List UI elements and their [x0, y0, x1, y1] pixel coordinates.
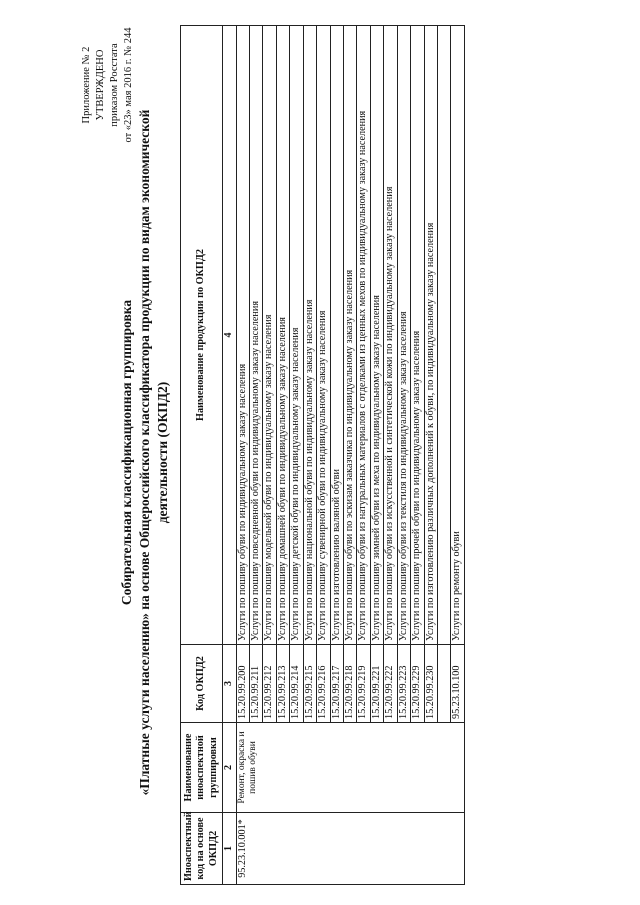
header-okpd2-code: Код ОКПД2	[181, 645, 223, 723]
product-name-cell: Услуги по ремонту обуви	[451, 26, 464, 645]
title-line-3: деятельности (ОКПД2)	[155, 381, 171, 524]
product-name-cell: Услуги по пошиву прочей обуви по индивидуальному заказу населения	[411, 26, 424, 645]
title-line-2: «Платные услуги населению» на основе Общероссийского классификатора продукции по видам экономической	[137, 109, 153, 796]
okpd2-code-cell	[438, 645, 451, 723]
product-name-cell: Услуги по пошиву детской обуви по индивидуальному заказу населения	[290, 26, 303, 645]
table-header-row	[181, 26, 223, 885]
okpd2-code-cell: 15.20.99.213	[276, 645, 289, 723]
okpd2-code-cell: 15.20.99.223	[397, 645, 410, 723]
classification-table	[180, 25, 465, 885]
column-number: 3	[223, 645, 236, 723]
okpd2-code-cell: 15.20.99.212	[263, 645, 276, 723]
okpd2-code-cell: 15.20.99.214	[290, 645, 303, 723]
product-name-cell: Услуги по пошиву сувенирной обуви по индивидуальному заказу населения	[317, 26, 330, 645]
okpd2-code-cell: 15.20.99.218	[344, 645, 357, 723]
column-number: 4	[223, 26, 236, 645]
title-line-1: Собирательная классификационная группировка	[119, 299, 134, 606]
order-date: от «23» мая 2016 г. № 244	[122, 27, 134, 143]
header-product-name: Наименование продукции по ОКПД2	[181, 26, 223, 645]
product-name-cell: Услуги по пошиву обуви по эскизам заказчика по индивидуальному заказу населения	[344, 26, 357, 645]
aspect-code-cell: 95.23.10.001*	[236, 813, 464, 885]
product-name-cell: Услуги по изготовлению валяной обуви	[330, 26, 343, 645]
product-name-cell: Услуги по изготовлению различных дополнений к обуви, по индивидуальному заказу населения	[424, 26, 437, 645]
document-title	[118, 40, 172, 865]
product-name-cell: Услуги по пошиву обуви из натуральных материалов с отделками из ценных мехов по индивидуальному заказу населения	[357, 26, 370, 645]
okpd2-code-cell: 15.20.99.217	[330, 645, 343, 723]
product-name-cell: Услуги по пошиву обуви из текстиля по индивидуальному заказу населения	[397, 26, 410, 645]
product-name-cell: Услуги по пошиву национальной обуви по индивидуальному заказу населения	[303, 26, 316, 645]
okpd2-code-cell: 15.20.99.221	[370, 645, 383, 723]
column-number: 2	[223, 723, 236, 813]
appendix-number: Приложение № 2	[81, 46, 92, 124]
header-group-name: Наименование иноаспектной группировки	[181, 723, 223, 813]
okpd2-code-cell: 15.20.99.229	[411, 645, 424, 723]
okpd2-code-cell: 15.20.99.219	[357, 645, 370, 723]
header-aspect-code: Иноаспектный код на основе ОКПД2	[181, 813, 223, 885]
product-name-cell: Услуги по пошиву зимней обуви из меха по индивидуальному заказу населения	[370, 26, 383, 645]
okpd2-code-cell: 15.20.99.216	[317, 645, 330, 723]
okpd2-code-cell: 95.23.10.100	[451, 645, 464, 723]
approved-label: УТВЕРЖДЕНО	[94, 49, 106, 121]
product-name-cell	[438, 26, 451, 645]
product-name-cell: Услуги по пошиву обуви из искусственной и синтетической кожи по индивидуальному заказу населения	[384, 26, 397, 645]
okpd2-code-cell: 15.20.99.230	[424, 645, 437, 723]
product-name-cell: Услуги по пошиву повседневной обуви по индивидуальному заказу населения	[249, 26, 262, 645]
order-issuer: приказом Росстата	[108, 43, 120, 127]
okpd2-code-cell: 15.20.99.215	[303, 645, 316, 723]
column-number-row	[223, 26, 236, 885]
product-name-cell: Услуги по пошиву обуви по индивидуальному заказу населения	[236, 26, 249, 645]
okpd2-code-cell: 15.20.99.211	[249, 645, 262, 723]
column-number: 1	[223, 813, 236, 885]
group-name-cell: Ремонт, окраска и пошив обуви	[236, 723, 464, 813]
product-name-cell: Услуги по пошиву модельной обуви по индивидуальному заказу населения	[263, 26, 276, 645]
table-row	[236, 26, 249, 885]
okpd2-code-cell: 15.20.99.222	[384, 645, 397, 723]
product-name-cell: Услуги по пошиву домашней обуви по индивидуальному заказу населения	[276, 26, 289, 645]
okpd2-code-cell: 15.20.99.200	[236, 645, 249, 723]
